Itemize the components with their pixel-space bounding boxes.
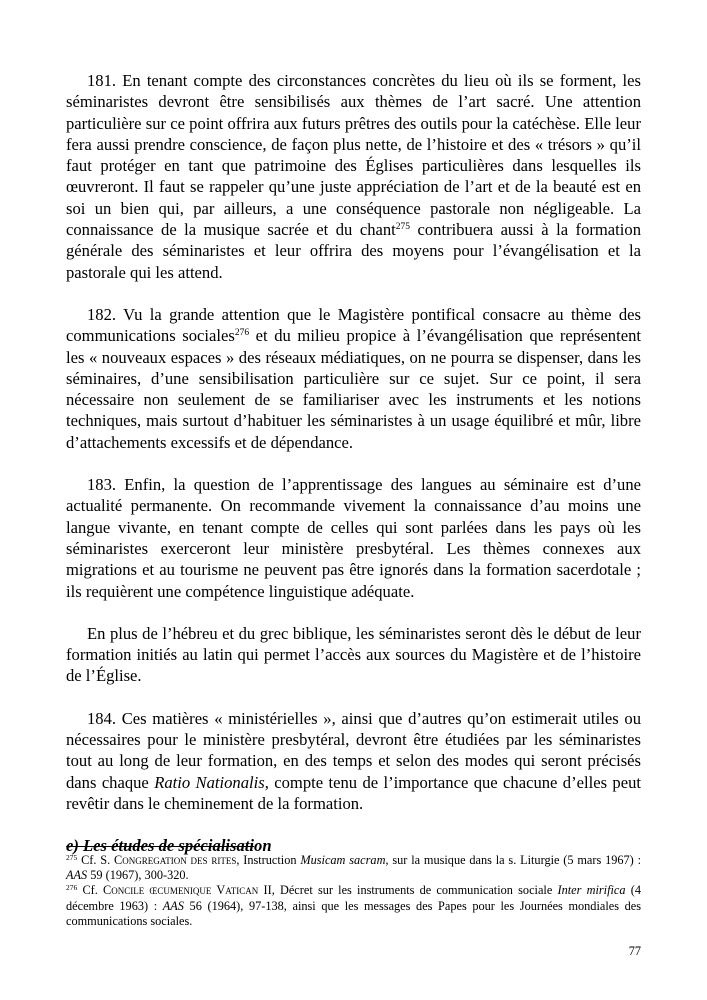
footnote-275-rest-a: , sur la musique dans la s. Liturgie (5 mars 1967) : [385,853,642,867]
paragraph-183-text: 183. Enfin, la question de l’apprentissage des langues au séminaire est d’une actualité permanente. On recommande vivement la connaissance d’au moins une langue vivante, en tenant compte de celles qui sont parlées dans les pays où les séminaristes exerceront leur ministère presbytéral. Les thèmes connexes aux migrations et au tourisme ne peuvent pas être ignorés dans la formation sacerdotale ; ils requièrent une compétence linguistique adéquate. [66,475,641,601]
paragraph-184-text-b: , compte tenu de l’importance que chacune d’elles peut revêtir dans le cheminement de la formation. [66,772,642,813]
paragraph-181-text-b: contribuera aussi à la formation générale des séminaristes et leur offrira des moyens pour l’évangélisation et la pastorale qui les attend. [66,220,641,282]
footnote-276-author: Concile œcumenique Vatican [103,883,259,898]
footnote-275 [66,853,641,883]
paragraph-183b-text: En plus de l’hébreu et du grec biblique, les séminaristes seront dès le début de leur formation initiés au latin qui permet l’accès aux sources du Magistère et de l’histoire de l’Église. [66,623,641,686]
footnote-276-lead: Cf. [77,883,104,898]
footnote-276-journal: AAS [162,898,184,913]
footnote-276 [66,883,641,929]
paragraph-182-text-b: et du milieu propice à l’évangélisation que représentent les « nouveaux espaces » des réseaux médiatiques, on ne pourra se dispenser, dans les séminaires, d’une sensibilisation particulière sur ce sujet. Sur ce point, il sera nécessaire non seulement de se familiariser avec les instruments et les notions techniques, mais surtout d’habituer les séminaristes à un usage équilibré et mûr, libre d’attachements excessifs et de dépendance. [66,326,641,452]
footnote-276-rest-a: (4 décembre 1963) : [66,883,641,913]
footnote-275-author: Congregation des rites, [114,853,240,867]
paragraph-182-text-a: 182. Vu la grande attention que le Magistère pontifical consacre au thème des communications sociales [66,304,641,346]
footnote-276-title: Inter mirifica [557,883,626,898]
paragraph-184 [66,708,641,814]
paragraph-182 [66,304,641,453]
footnotes [66,846,641,929]
footnote-276-mid: II, Décret sur les instruments de communication sociale [258,883,558,898]
footnote-275-rest-b: 59 (1967), 300-320. [87,868,189,883]
page-body [66,70,641,857]
paragraph-184-text-a: 184. Ces matières « ministérielles », ainsi que d’autres qu’on estimerait utiles ou nécessaires pour le ministère presbytéral, devront être étudiées par les séminaristes tout au long de leur formation, en des temps et selon des modes qui seront précisés dans chaque [66,708,641,792]
footnote-ref-275[interactable]: 275 [395,222,411,233]
footnote-ref-276[interactable]: 276 [234,328,250,339]
footnote-275-journal: AAS [66,868,88,883]
footnote-275-mid: Instruction [239,853,301,867]
footnote-275-lead: Cf. S. [77,853,114,867]
footnote-separator [66,846,254,847]
paragraph-183 [66,474,641,602]
footnote-number-275: 275 [66,853,78,862]
paragraph-181 [66,70,641,283]
paragraph-181-text-a: 181. En tenant compte des circonstances concrètes du lieu où ils se forment, les séminaristes devront être sensibilisés aux thèmes de l’art sacré. Une attention particulière sur ce point offrira aux futurs prêtres des outils pour la catéchèse. Elle leur fera aussi prendre conscience, de façon plus nette, de l’histoire et des « trésors » qu’il faut protéger en tant que patrimoine des Églises particulières dans lesquelles ils œuvreront. Il faut se rappeler qu’une juste appréciation de l’art et de la beauté est en soi un bien qui, par ailleurs, a une conséquence pastorale non négligeable. La connaissance de la musique sacrée et du chant [66,71,641,240]
footnote-number-276: 276 [66,883,78,893]
paragraph-183-continued [66,623,641,687]
page-number: 77 [628,944,641,958]
ratio-nationalis-italic: Ratio Nationalis [154,772,265,792]
section-heading: e) Les études de spécialisation [66,836,272,856]
footnote-276-rest-b: 56 (1964), 97-138, ainsi que les messages des Papes pour les Journées mondiales des communications sociales. [66,898,642,928]
footnote-275-title: Musicam sacram [300,853,386,867]
